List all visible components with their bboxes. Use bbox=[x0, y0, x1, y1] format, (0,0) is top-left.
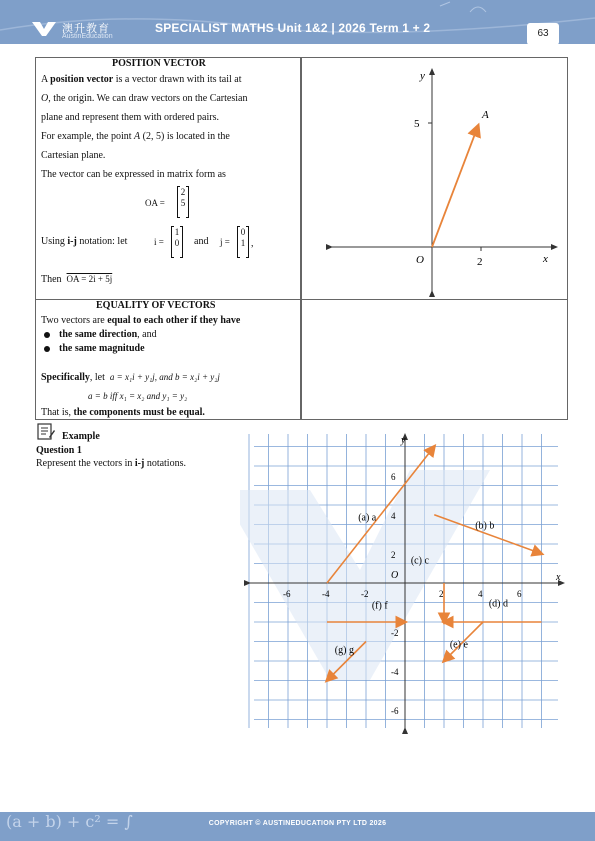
position-vector-graph bbox=[300, 57, 566, 298]
copyright-text: COPYRIGHT © AUSTINEDUCATION PTY LTD 2026 bbox=[208, 820, 387, 827]
logo-chinese: 澳升教育 bbox=[62, 22, 110, 35]
y-tick-label: 2 bbox=[391, 550, 396, 560]
i-label: i = bbox=[154, 237, 164, 247]
y-tick-label: -4 bbox=[391, 667, 399, 677]
j-label: j = bbox=[220, 237, 230, 247]
footer-doodle: (a + b) + c² = ∫ bbox=[6, 812, 133, 831]
point-label: A bbox=[482, 109, 489, 121]
y-tick-label: 6 bbox=[391, 472, 396, 482]
x-tick-label: -4 bbox=[322, 589, 330, 599]
vector-oa bbox=[432, 126, 478, 247]
ij-notation-line: Using i-j notation: let bbox=[41, 236, 128, 247]
y-tick-label: -2 bbox=[391, 628, 399, 638]
paragraph-line: Two vectors are equal to each other if they have bbox=[41, 315, 241, 326]
logo-english: AustinEducation bbox=[62, 33, 113, 40]
section-heading: EQUALITY OF VECTORS bbox=[96, 300, 216, 311]
paragraph-line: Cartesian plane. bbox=[41, 150, 106, 161]
x-tick-label: -6 bbox=[283, 589, 291, 599]
vector-label: (c) c bbox=[410, 555, 429, 567]
y-tick-label: 5 bbox=[414, 118, 420, 130]
paragraph-line: O, the origin. We can draw vectors on the Cartesian bbox=[41, 93, 248, 104]
bullet-icon bbox=[44, 332, 50, 338]
x-tick-label: 4 bbox=[478, 589, 483, 599]
y-label: y bbox=[401, 435, 406, 446]
oa-matrix: 2 5 bbox=[177, 187, 189, 217]
origin-label: O bbox=[391, 570, 399, 581]
j-matrix: 0 1 bbox=[237, 227, 249, 257]
section-heading: POSITION VECTOR bbox=[112, 58, 206, 69]
paragraph-line: The vector can be expressed in matrix form as bbox=[41, 169, 226, 180]
question-prompt: Represent the vectors in i-j notations. bbox=[36, 458, 186, 469]
paragraph-line: A position vector is a vector drawn with its tail at bbox=[41, 74, 242, 85]
notebook-icon bbox=[36, 422, 56, 442]
page-number: 63 bbox=[527, 23, 559, 45]
then-line: Then OA = 2i + 5j bbox=[41, 274, 113, 285]
y-tick-label: 4 bbox=[391, 511, 396, 521]
vector-label: (b) b bbox=[475, 520, 495, 532]
vectors-grid-graph bbox=[240, 430, 570, 735]
y-label: y bbox=[420, 70, 425, 82]
vector-label: (g) g bbox=[334, 645, 354, 657]
x-label: x bbox=[556, 572, 561, 583]
x-label: x bbox=[543, 253, 548, 265]
and-word: and bbox=[194, 236, 209, 247]
vector-label: (a) a bbox=[358, 512, 377, 524]
i-matrix: 1 0 bbox=[171, 227, 183, 257]
x-tick-label: -2 bbox=[361, 589, 369, 599]
x-tick-label: 6 bbox=[517, 589, 522, 599]
page-title: SPECIALIST MATHS Unit 1&2 | 2026 Term 1 + 2 bbox=[155, 21, 431, 35]
bullet-icon bbox=[44, 346, 50, 352]
bullet-item: the same direction, and bbox=[59, 329, 157, 340]
example-label: Example bbox=[62, 431, 100, 442]
vector-label: (e) e bbox=[449, 639, 468, 651]
paragraph-line: plane and represent them with ordered pairs. bbox=[41, 112, 219, 123]
oa-label: OA = bbox=[145, 198, 165, 208]
paragraph-line: For example, the point A (2, 5) is located in the bbox=[41, 131, 230, 142]
question-label: Question 1 bbox=[36, 445, 82, 456]
specifically-line: Specifically, let a = x₁i + y₁j, and b = x₂i + y₂j bbox=[41, 372, 220, 383]
vector-label: (f) f bbox=[371, 600, 388, 612]
y-tick-label: -6 bbox=[391, 706, 399, 716]
vector-label: (d) d bbox=[488, 598, 509, 610]
logo-icon bbox=[32, 20, 56, 38]
iff-line: a = b iff x₁ = x₂ and y₁ = y₂ bbox=[88, 391, 188, 401]
empty-box bbox=[300, 298, 568, 420]
x-tick-label: 2 bbox=[439, 589, 444, 599]
comma: , bbox=[251, 238, 254, 249]
bullet-item: the same magnitude bbox=[59, 343, 145, 354]
x-tick-label: 2 bbox=[477, 256, 483, 268]
that-is-line: That is, the components must be equal. bbox=[41, 407, 205, 418]
origin-label: O bbox=[416, 254, 424, 266]
